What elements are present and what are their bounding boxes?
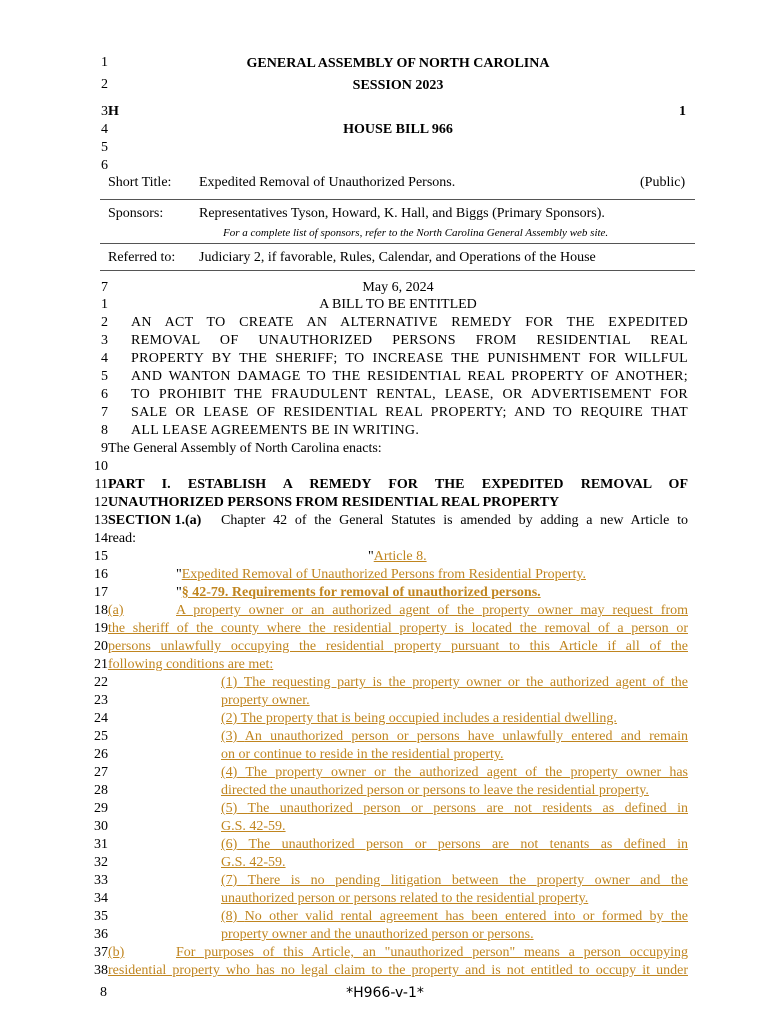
line-number: 29 (94, 801, 108, 816)
divider (100, 199, 695, 200)
assembly-heading: GENERAL ASSEMBLY OF NORTH CAROLINA (246, 56, 550, 71)
condition-item: G.S. 42-59. (221, 819, 286, 834)
subsection-text: residential property who has no legal claim to the property and is not entitled to occupy it under (108, 963, 688, 978)
subsection-text: persons unlawfully occupying the residential property pursuant to this Article if all of the (108, 639, 688, 654)
line-number: 5 (101, 369, 108, 384)
line-number: 26 (94, 747, 108, 762)
condition-item: (4) The property owner or the authorized agent of the property owner has (221, 765, 689, 780)
subsection-label: (a) (108, 603, 124, 618)
bill-entitled: A BILL TO BE ENTITLED (319, 297, 477, 312)
line-number: 38 (94, 963, 108, 978)
line-number: 15 (94, 549, 108, 564)
act-title-line: AND WANTON DAMAGE TO THE RESIDENTIAL REAL PROPERTY OF ANOTHER; (131, 369, 688, 384)
line-number: 35 (94, 909, 108, 924)
divider (100, 270, 695, 271)
bill-number: HOUSE BILL 966 (343, 122, 453, 137)
condition-item: property owner. (221, 693, 310, 708)
session-heading: SESSION 2023 (352, 78, 444, 93)
line-number: 21 (94, 657, 108, 672)
act-title-line: PROPERTY BY THE SHERIFF; TO INCREASE THE PUNISHMENT FOR WILLFUL (131, 351, 688, 366)
quote-mark: " (176, 585, 182, 600)
divider (100, 243, 695, 244)
line-number: 31 (94, 837, 108, 852)
line-number: 24 (94, 711, 108, 726)
inserted-text: Article 8. (373, 549, 427, 564)
line-number: 14 (94, 531, 108, 546)
line-number: 20 (94, 639, 108, 654)
condition-item: (2) The property that is being occupied includes a residential dwelling. (221, 711, 617, 726)
short-title-label: Short Title: (108, 175, 172, 190)
enacting-clause: The General Assembly of North Carolina enacts: (108, 441, 382, 456)
chamber-letter: H (108, 104, 119, 119)
public-tag: (Public) (640, 175, 686, 190)
line-number: 37 (94, 945, 108, 960)
line-number: 1 (101, 297, 108, 312)
line-number: 13 (94, 513, 108, 528)
line-number: 23 (94, 693, 108, 708)
act-title-line: TO PROHIBIT THE FRAUDULENT RENTAL, LEASE, OR ADVERTISEMENT FOR (131, 387, 688, 402)
condition-item: (5) The unauthorized person or persons are not residents as defined in (221, 801, 689, 816)
section-text: Chapter 42 of the General Statutes is amended by adding a new Article to (221, 513, 688, 528)
short-title: Expedited Removal of Unauthorized Persons. (199, 175, 456, 190)
section-text: read: (108, 531, 136, 546)
sponsors: Representatives Tyson, Howard, K. Hall, and Biggs (Primary Sponsors). (199, 206, 605, 221)
line-number: 6 (101, 158, 108, 173)
article-title (368, 548, 427, 566)
act-title-line: SALE OR LEASE OF RESIDENTIAL REAL PROPERTY; AND TO REQUIRE THAT (131, 405, 688, 420)
article-heading (176, 566, 586, 584)
subsection-text: following conditions are met: (108, 657, 274, 672)
line-number: 18 (94, 603, 108, 618)
sponsors-note: For a complete list of sponsors, refer to the North Carolina General Assembly web site. (223, 227, 609, 239)
line-number: 28 (94, 783, 108, 798)
line-number: 4 (101, 122, 108, 137)
line-number: 32 (94, 855, 108, 870)
condition-item: on or continue to reside in the residential property. (221, 747, 504, 762)
line-number: 2 (101, 77, 108, 92)
condition-item: (3) An unauthorized person or persons have unlawfully entered and remain (221, 729, 689, 744)
inserted-text: § 42-79. Requirements for removal of unauthorized persons. (181, 585, 541, 600)
line-number: 3 (101, 333, 108, 348)
subsection-text: For purposes of this Article, an "unauthorized person" means a person occupying (176, 945, 688, 960)
line-number: 7 (101, 405, 108, 420)
line-number: 9 (101, 441, 108, 456)
condition-item: G.S. 42-59. (221, 855, 286, 870)
line-number: 12 (94, 495, 108, 510)
quote-mark: " (176, 567, 182, 582)
part-heading: PART I. ESTABLISH A REMEDY FOR THE EXPEDITED REMOVAL OF (108, 477, 688, 492)
line-number: 1 (101, 55, 108, 70)
line-number: 16 (94, 567, 108, 582)
line-number: 19 (94, 621, 108, 636)
act-title-line: REMOVAL OF UNAUTHORIZED PERSONS FROM RESIDENTIAL REAL (131, 333, 688, 348)
condition-item: (6) The unauthorized person or persons are not tenants as defined in (221, 837, 688, 852)
line-number: 7 (101, 280, 108, 295)
line-number: 10 (94, 459, 108, 474)
quote-mark: " (368, 549, 374, 564)
version-number: 1 (679, 104, 686, 119)
line-number: 27 (94, 765, 108, 780)
page-number: 8 (100, 985, 107, 1000)
act-title-line: ALL LEASE AGREEMENTS BE IN WRITING. (131, 423, 420, 438)
line-number: 8 (101, 423, 108, 438)
line-number: 34 (94, 891, 108, 906)
section-label: SECTION 1.(a) (108, 513, 202, 528)
condition-item: (1) The requesting party is the property owner or the authorized agent of the (221, 675, 688, 690)
line-number: 4 (101, 351, 108, 366)
line-number: 17 (94, 585, 108, 600)
line-number: 33 (94, 873, 108, 888)
line-number: 22 (94, 675, 108, 690)
line-number: 30 (94, 819, 108, 834)
act-title-line: AN ACT TO CREATE AN ALTERNATIVE REMEDY FOR THE EXPEDITED (131, 315, 688, 330)
condition-item: directed the unauthorized person or persons to leave the residential property. (221, 783, 649, 798)
subsection-text: A property owner or an authorized agent of the property owner may request from (176, 603, 688, 618)
condition-item: (8) No other valid rental agreement has been entered into or formed by the (221, 909, 689, 924)
sponsors-label: Sponsors: (108, 206, 164, 221)
line-number: 5 (101, 140, 108, 155)
document-code: *H966-v-1* (346, 985, 424, 1001)
line-number: 11 (94, 477, 108, 492)
line-number: 2 (101, 315, 108, 330)
condition-item: unauthorized person or persons related to the residential property. (221, 891, 589, 906)
bill-date: May 6, 2024 (362, 280, 434, 295)
line-number: 36 (94, 927, 108, 942)
referred-label: Referred to: (108, 250, 176, 265)
line-number: 3 (101, 104, 108, 119)
line-number: 6 (101, 387, 108, 402)
subsection-text: the sheriff of the county where the residential property is located the removal of a person or (108, 621, 688, 636)
referred-to: Judiciary 2, if favorable, Rules, Calendar, and Operations of the House (199, 250, 596, 265)
part-heading: UNAUTHORIZED PERSONS FROM RESIDENTIAL REAL PROPERTY (108, 495, 560, 510)
condition-item: (7) There is no pending litigation between the property owner and the (221, 873, 688, 888)
condition-item: property owner and the unauthorized person or persons. (221, 927, 534, 942)
inserted-text: Expedited Removal of Unauthorized Persons from Residential Property. (181, 567, 586, 582)
subsection-label: (b) (108, 945, 125, 960)
statute-heading (176, 584, 541, 602)
line-number: 25 (94, 729, 108, 744)
